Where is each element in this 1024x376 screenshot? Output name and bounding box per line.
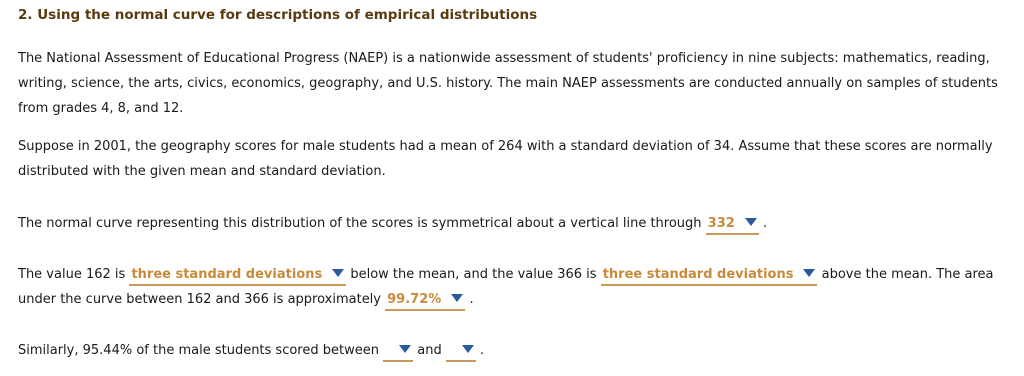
question-2 [18, 262, 998, 312]
chevron-down-icon [399, 345, 411, 353]
chevron-down-icon [462, 345, 474, 353]
area-percent-dropdown[interactable] [385, 291, 465, 311]
q2-text-d: under the curve between 162 and 366 is approximately [18, 292, 381, 307]
question-heading: 2. Using the normal curve for descriptions of empirical distributions [18, 7, 538, 23]
dropdown-value: three standard deviations [602, 267, 794, 282]
q1-text: The normal curve representing this distribution of the scores is symmetrical about a vertical line through [18, 216, 702, 231]
chevron-down-icon [803, 269, 815, 277]
question-1 [18, 211, 998, 236]
q3-period: . [480, 343, 485, 358]
value-366-dropdown[interactable] [601, 266, 818, 286]
chevron-down-icon [745, 218, 757, 226]
q2-text-b: below the mean, and the value 366 is [350, 267, 597, 282]
q1-period: . [762, 216, 768, 231]
dropdown-value: three standard deviations [131, 267, 323, 282]
suppose-line-2: distributed with the given mean and standard deviation. [18, 164, 386, 179]
intro-paragraph [18, 46, 998, 121]
intro-line-1: The National Assessment of Educational Progress (NAEP) is a nationwide assessment of students' proficiency in nine subjects: mathematics, reading, [18, 51, 990, 66]
q3-text-a: Similarly, 95.44% of the male students scored between [18, 343, 379, 358]
suppose-paragraph [18, 134, 998, 184]
upper-score-dropdown[interactable] [446, 342, 476, 362]
q2-text-c: above the mean. The area [821, 267, 994, 282]
suppose-line-1: Suppose in 2001, the geography scores for male students had a mean of 264 with a standard deviation of 34. Assume that these scores are normally [18, 139, 993, 154]
intro-line-3: from grades 4, 8, and 12. [18, 101, 184, 116]
q3-text-b: and [417, 343, 442, 358]
q2-period: . [469, 292, 474, 307]
chevron-down-icon [332, 269, 344, 277]
lower-score-dropdown[interactable] [383, 342, 413, 362]
question-3 [18, 338, 998, 363]
symmetry-line-dropdown[interactable] [706, 215, 759, 235]
value-162-dropdown[interactable] [129, 266, 346, 286]
dropdown-value: 99.72% [387, 292, 442, 307]
dropdown-value: 332 [707, 216, 735, 231]
intro-line-2: writing, science, the arts, civics, economics, geography, and U.S. history. The main NAEP assessments are conducted annually on samples of students [18, 76, 998, 91]
q2-text-a: The value 162 is [18, 267, 126, 282]
chevron-down-icon [451, 294, 463, 302]
